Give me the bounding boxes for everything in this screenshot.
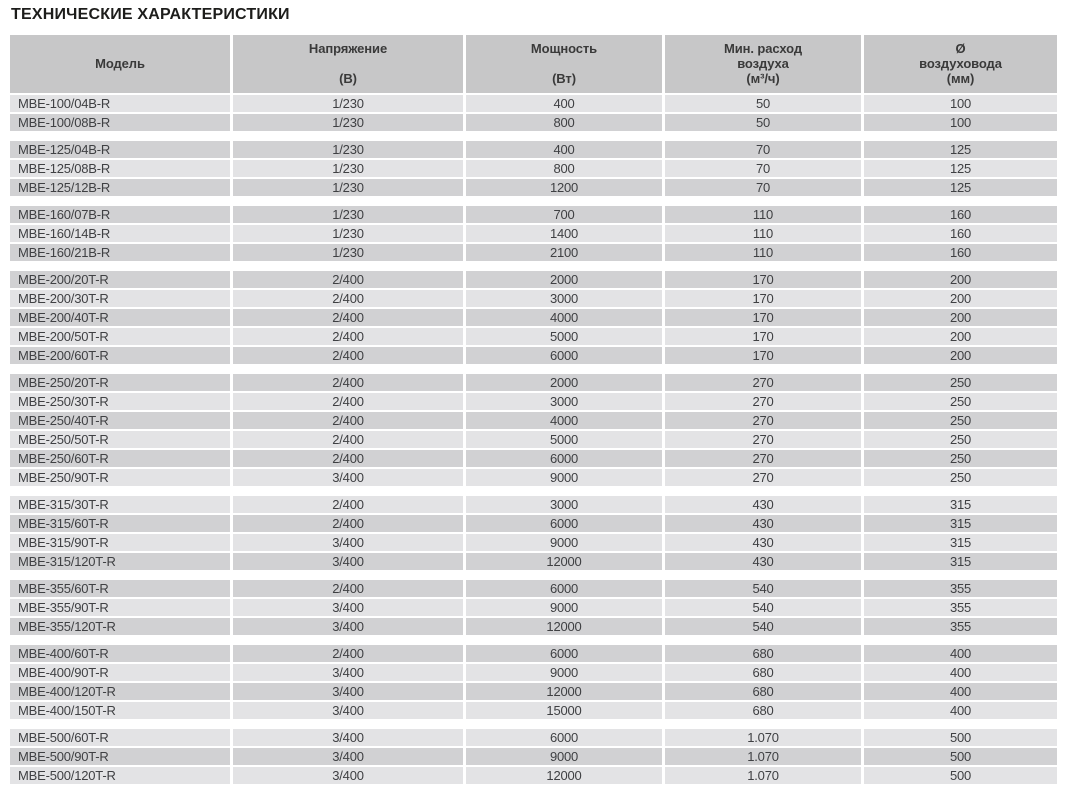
cell-diameter: 125 — [864, 179, 1057, 196]
cell-voltage: 1/230 — [233, 179, 463, 196]
cell-airflow: 1.070 — [665, 748, 861, 765]
cell-power: 12000 — [466, 618, 662, 635]
cell-power: 1200 — [466, 179, 662, 196]
table-row — [10, 683, 1057, 700]
cell-model: MBE-400/90T-R — [10, 664, 230, 681]
model-group-MBE-315 — [10, 496, 1057, 570]
cell-voltage: 2/400 — [233, 374, 463, 391]
cell-model: MBE-250/30T-R — [10, 393, 230, 410]
cell-model: MBE-355/120T-R — [10, 618, 230, 635]
model-group-MBE-160 — [10, 206, 1057, 261]
cell-diameter: 125 — [864, 160, 1057, 177]
cell-airflow: 270 — [665, 374, 861, 391]
cell-voltage: 3/400 — [233, 664, 463, 681]
cell-diameter: 315 — [864, 515, 1057, 532]
cell-power: 6000 — [466, 347, 662, 364]
cell-model: MBE-250/50T-R — [10, 431, 230, 448]
table-row — [10, 225, 1057, 242]
cell-diameter: 250 — [864, 469, 1057, 486]
cell-diameter: 500 — [864, 767, 1057, 784]
cell-model: MBE-355/90T-R — [10, 599, 230, 616]
cell-diameter: 250 — [864, 393, 1057, 410]
cell-voltage: 2/400 — [233, 309, 463, 326]
cell-diameter: 250 — [864, 431, 1057, 448]
cell-voltage: 2/400 — [233, 347, 463, 364]
cell-voltage: 3/400 — [233, 469, 463, 486]
cell-voltage: 3/400 — [233, 683, 463, 700]
table-row — [10, 374, 1057, 391]
table-row — [10, 450, 1057, 467]
model-group-MBE-355 — [10, 580, 1057, 635]
table-row — [10, 328, 1057, 345]
cell-airflow: 680 — [665, 664, 861, 681]
table-row — [10, 748, 1057, 765]
cell-airflow: 1.070 — [665, 729, 861, 746]
column-header-line: Напряжение — [308, 41, 388, 56]
column-header-line: (м³/ч) — [746, 71, 780, 86]
cell-model: MBE-250/40T-R — [10, 412, 230, 429]
cell-model: MBE-250/20T-R — [10, 374, 230, 391]
cell-voltage: 1/230 — [233, 95, 463, 112]
cell-model: MBE-125/08B-R — [10, 160, 230, 177]
cell-airflow: 110 — [665, 225, 861, 242]
cell-voltage: 2/400 — [233, 393, 463, 410]
cell-airflow: 270 — [665, 431, 861, 448]
table-row — [10, 767, 1057, 784]
cell-power: 12000 — [466, 683, 662, 700]
cell-airflow: 270 — [665, 393, 861, 410]
cell-voltage: 3/400 — [233, 599, 463, 616]
cell-power: 3000 — [466, 393, 662, 410]
cell-power: 400 — [466, 141, 662, 158]
cell-power: 6000 — [466, 450, 662, 467]
cell-voltage: 3/400 — [233, 767, 463, 784]
cell-airflow: 540 — [665, 599, 861, 616]
cell-model: MBE-100/08B-R — [10, 114, 230, 131]
cell-voltage: 3/400 — [233, 702, 463, 719]
cell-model: MBE-400/120T-R — [10, 683, 230, 700]
table-row — [10, 114, 1057, 131]
cell-airflow: 430 — [665, 496, 861, 513]
cell-power: 9000 — [466, 664, 662, 681]
cell-diameter: 200 — [864, 347, 1057, 364]
cell-diameter: 400 — [864, 645, 1057, 662]
cell-voltage: 3/400 — [233, 534, 463, 551]
cell-voltage: 2/400 — [233, 496, 463, 513]
cell-airflow: 680 — [665, 683, 861, 700]
cell-diameter: 315 — [864, 534, 1057, 551]
cell-model: MBE-250/90T-R — [10, 469, 230, 486]
table-row — [10, 534, 1057, 551]
table-row — [10, 599, 1057, 616]
cell-voltage: 2/400 — [233, 328, 463, 345]
cell-diameter: 500 — [864, 748, 1057, 765]
table-row — [10, 618, 1057, 635]
cell-model: MBE-160/07B-R — [10, 206, 230, 223]
column-header-model — [10, 35, 230, 93]
cell-power: 5000 — [466, 431, 662, 448]
table-row — [10, 290, 1057, 307]
cell-diameter: 355 — [864, 580, 1057, 597]
cell-airflow: 680 — [665, 702, 861, 719]
cell-airflow: 170 — [665, 309, 861, 326]
cell-model: MBE-200/30T-R — [10, 290, 230, 307]
cell-model: MBE-200/20T-R — [10, 271, 230, 288]
cell-diameter: 200 — [864, 309, 1057, 326]
cell-voltage: 2/400 — [233, 412, 463, 429]
column-header-line: Мощность — [530, 41, 598, 56]
cell-diameter: 500 — [864, 729, 1057, 746]
cell-power: 1400 — [466, 225, 662, 242]
cell-power: 9000 — [466, 534, 662, 551]
cell-airflow: 430 — [665, 515, 861, 532]
cell-model: MBE-500/120T-R — [10, 767, 230, 784]
table-row — [10, 469, 1057, 486]
cell-diameter: 160 — [864, 206, 1057, 223]
cell-power: 800 — [466, 160, 662, 177]
cell-airflow: 540 — [665, 580, 861, 597]
table-row — [10, 271, 1057, 288]
cell-model: MBE-200/50T-R — [10, 328, 230, 345]
cell-airflow: 110 — [665, 206, 861, 223]
cell-diameter: 250 — [864, 412, 1057, 429]
cell-diameter: 100 — [864, 114, 1057, 131]
cell-diameter: 355 — [864, 618, 1057, 635]
cell-power: 5000 — [466, 328, 662, 345]
cell-voltage: 3/400 — [233, 553, 463, 570]
column-header-line: (мм) — [946, 71, 975, 86]
cell-power: 700 — [466, 206, 662, 223]
cell-airflow: 540 — [665, 618, 861, 635]
cell-diameter: 400 — [864, 702, 1057, 719]
table-row — [10, 393, 1057, 410]
cell-model: MBE-100/04B-R — [10, 95, 230, 112]
table-row — [10, 645, 1057, 662]
table-row — [10, 244, 1057, 261]
table-row — [10, 496, 1057, 513]
cell-voltage: 1/230 — [233, 160, 463, 177]
cell-airflow: 110 — [665, 244, 861, 261]
cell-airflow: 170 — [665, 290, 861, 307]
cell-power: 12000 — [466, 767, 662, 784]
cell-airflow: 50 — [665, 114, 861, 131]
model-group-MBE-250 — [10, 374, 1057, 486]
column-header-line: Мин. расход — [724, 41, 802, 56]
cell-airflow: 680 — [665, 645, 861, 662]
cell-power: 4000 — [466, 309, 662, 326]
table-row — [10, 580, 1057, 597]
cell-power: 400 — [466, 95, 662, 112]
cell-voltage: 1/230 — [233, 141, 463, 158]
table-row — [10, 95, 1057, 112]
column-header-line: (В) — [339, 71, 357, 86]
model-group-MBE-100 — [10, 95, 1057, 131]
cell-airflow: 430 — [665, 534, 861, 551]
cell-diameter: 400 — [864, 664, 1057, 681]
column-header-line: Модель — [95, 56, 145, 71]
cell-model: MBE-200/60T-R — [10, 347, 230, 364]
cell-diameter: 125 — [864, 141, 1057, 158]
cell-model: MBE-160/14B-R — [10, 225, 230, 242]
cell-airflow: 270 — [665, 412, 861, 429]
cell-power: 6000 — [466, 645, 662, 662]
column-header-power — [466, 35, 662, 93]
cell-voltage: 2/400 — [233, 271, 463, 288]
table-row — [10, 431, 1057, 448]
cell-model: MBE-355/60T-R — [10, 580, 230, 597]
cell-airflow: 70 — [665, 179, 861, 196]
cell-diameter: 160 — [864, 244, 1057, 261]
cell-diameter: 250 — [864, 450, 1057, 467]
cell-voltage: 3/400 — [233, 729, 463, 746]
cell-model: MBE-315/60T-R — [10, 515, 230, 532]
cell-power: 2100 — [466, 244, 662, 261]
cell-airflow: 170 — [665, 347, 861, 364]
table-row — [10, 729, 1057, 746]
cell-voltage: 3/400 — [233, 618, 463, 635]
cell-power: 3000 — [466, 496, 662, 513]
column-header-line: Ø — [955, 41, 966, 56]
table-row — [10, 515, 1057, 532]
cell-power: 9000 — [466, 748, 662, 765]
cell-model: MBE-315/120T-R — [10, 553, 230, 570]
model-group-MBE-500 — [10, 729, 1057, 784]
table-row — [10, 179, 1057, 196]
cell-model: MBE-315/30T-R — [10, 496, 230, 513]
cell-voltage: 1/230 — [233, 206, 463, 223]
cell-power: 12000 — [466, 553, 662, 570]
cell-diameter: 400 — [864, 683, 1057, 700]
cell-power: 3000 — [466, 290, 662, 307]
table-row — [10, 206, 1057, 223]
table-row — [10, 160, 1057, 177]
column-header-voltage — [233, 35, 463, 93]
specs-table — [10, 35, 1057, 784]
cell-airflow: 50 — [665, 95, 861, 112]
model-group-MBE-200 — [10, 271, 1057, 364]
cell-diameter: 200 — [864, 290, 1057, 307]
cell-diameter: 100 — [864, 95, 1057, 112]
cell-power: 9000 — [466, 599, 662, 616]
model-group-MBE-400 — [10, 645, 1057, 719]
cell-model: MBE-125/12B-R — [10, 179, 230, 196]
cell-voltage: 3/400 — [233, 748, 463, 765]
cell-voltage: 2/400 — [233, 450, 463, 467]
cell-model: MBE-250/60T-R — [10, 450, 230, 467]
cell-voltage: 1/230 — [233, 244, 463, 261]
cell-airflow: 1.070 — [665, 767, 861, 784]
cell-diameter: 160 — [864, 225, 1057, 242]
cell-model: MBE-160/21B-R — [10, 244, 230, 261]
table-row — [10, 664, 1057, 681]
table-row — [10, 702, 1057, 719]
table-row — [10, 309, 1057, 326]
cell-power: 800 — [466, 114, 662, 131]
cell-power: 6000 — [466, 729, 662, 746]
cell-airflow: 430 — [665, 553, 861, 570]
table-header — [10, 35, 1057, 93]
cell-diameter: 315 — [864, 553, 1057, 570]
cell-power: 6000 — [466, 515, 662, 532]
table-row — [10, 553, 1057, 570]
cell-model: MBE-200/40T-R — [10, 309, 230, 326]
cell-model: MBE-125/04B-R — [10, 141, 230, 158]
cell-power: 15000 — [466, 702, 662, 719]
table-row — [10, 347, 1057, 364]
cell-model: MBE-400/150T-R — [10, 702, 230, 719]
cell-airflow: 270 — [665, 469, 861, 486]
page-title: ТЕХНИЧЕСКИЕ ХАРАКТЕРИСТИКИ — [11, 6, 290, 23]
cell-diameter: 355 — [864, 599, 1057, 616]
cell-power: 2000 — [466, 374, 662, 391]
cell-airflow: 70 — [665, 160, 861, 177]
cell-voltage: 2/400 — [233, 515, 463, 532]
cell-voltage: 2/400 — [233, 290, 463, 307]
cell-airflow: 70 — [665, 141, 861, 158]
cell-diameter: 200 — [864, 271, 1057, 288]
cell-diameter: 200 — [864, 328, 1057, 345]
column-header-line: воздуха — [737, 56, 789, 71]
cell-diameter: 250 — [864, 374, 1057, 391]
cell-power: 6000 — [466, 580, 662, 597]
column-header-diameter — [864, 35, 1057, 93]
table-row — [10, 412, 1057, 429]
cell-airflow: 270 — [665, 450, 861, 467]
model-group-MBE-125 — [10, 141, 1057, 196]
cell-diameter: 315 — [864, 496, 1057, 513]
cell-voltage: 2/400 — [233, 431, 463, 448]
cell-voltage: 2/400 — [233, 645, 463, 662]
cell-airflow: 170 — [665, 271, 861, 288]
cell-voltage: 2/400 — [233, 580, 463, 597]
cell-power: 9000 — [466, 469, 662, 486]
cell-power: 4000 — [466, 412, 662, 429]
table-row — [10, 141, 1057, 158]
column-header-line: (Вт) — [552, 71, 576, 86]
cell-model: MBE-500/60T-R — [10, 729, 230, 746]
cell-voltage: 1/230 — [233, 225, 463, 242]
cell-model: MBE-315/90T-R — [10, 534, 230, 551]
cell-airflow: 170 — [665, 328, 861, 345]
cell-model: MBE-500/90T-R — [10, 748, 230, 765]
cell-model: MBE-400/60T-R — [10, 645, 230, 662]
cell-power: 2000 — [466, 271, 662, 288]
column-header-line: воздуховода — [919, 56, 1002, 71]
column-header-airflow — [665, 35, 861, 93]
cell-voltage: 1/230 — [233, 114, 463, 131]
